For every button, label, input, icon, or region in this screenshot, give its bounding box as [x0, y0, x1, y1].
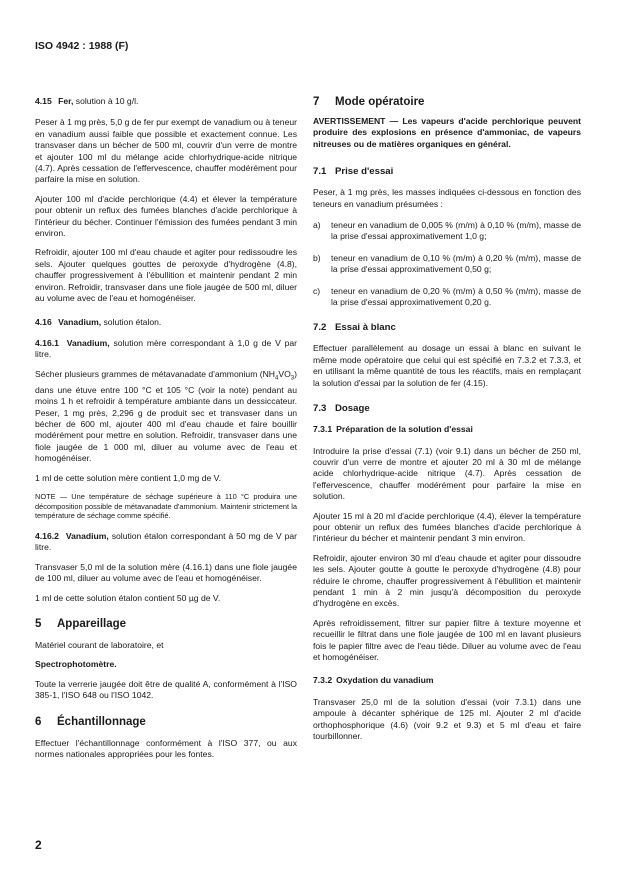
section-number: 7.3: [313, 403, 327, 415]
section-title: Échantillonnage: [57, 715, 146, 728]
section-4-16-1-heading: [35, 338, 297, 361]
section-number: 7.3.1: [313, 424, 333, 435]
paragraph: Toute la verrerie jaugée doit être de qualité A, conformément à l'ISO 385-1, l'ISO 648 ou l'ISO 1042.: [35, 678, 297, 701]
section-7-2-heading: [313, 322, 581, 333]
paragraph: Spectrophotomètre.: [35, 659, 117, 670]
list-item: [313, 220, 581, 243]
paragraph: Ajouter 15 ml à 20 ml d'acide perchlorique (4.4), élever la température pour obtenir un reflux des fumées blanches d'acide perchlorique à l'intérieur du bécher et maintenir pendant 3 min environ.: [313, 510, 581, 544]
subscript: 3: [290, 375, 295, 382]
paragraph: Peser à 1 mg près, 5,0 g de fer pur exempt de vanadium ou à teneur en vanadium aussi faible que possible et exactement connue. Les transvaser dans un bécher de 500 ml, couvrir d'un verre de montre et ajouter 100 ml du mélange acide chlorhydrique-acide nitrique (4.7). Après cessation de l'effervescence, chauffer modérément pour parfaire la mise en solution.: [35, 117, 297, 185]
paragraph: [35, 369, 297, 465]
section-number: 7.1: [313, 166, 327, 178]
note: NOTE — Une température de séchage supérieure à 110 °C produira une décomposition possible de métavanadate d'ammonium. Maintenir strictement la température de séchage comme spécifié.: [35, 492, 297, 521]
section-subtitle: solution étalon correspondant à 50 mg de V par litre.: [35, 530, 298, 553]
list-label: b): [313, 252, 321, 263]
section-subtitle: solution mère correspondant à 1,0 g de V par litre.: [35, 337, 297, 360]
section-title: Vanadium,: [58, 316, 102, 327]
warning: AVERTISSEMENT — Les vapeurs d'acide perchlorique peuvent produire des explosions en présence d'ammoniac, de vapeurs nitreuses ou de matières organiques en général.: [313, 116, 581, 149]
section-title: Dosage: [335, 403, 370, 415]
section-subtitle: solution à 10 g/l.: [73, 96, 139, 106]
section-7-heading: [313, 96, 581, 108]
paragraph: 1 ml de cette solution étalon contient 50 µg de V.: [35, 592, 221, 603]
section-title: Préparation de la solution d'essai: [336, 424, 473, 435]
section-number: 4.15: [35, 96, 52, 106]
standard-header: ISO 4942 : 1988 (F): [35, 40, 129, 52]
section-7-3-1-heading: [313, 424, 581, 435]
list-item: [313, 286, 581, 309]
section-number: 7: [313, 96, 320, 108]
list-text: teneur en vanadium de 0,005 % (m/m) à 0,10 % (m/m), masse de la prise d'essai approximativement 1,0 g;: [331, 220, 581, 242]
section-7-3-2-heading: [313, 675, 581, 686]
section-7-1-heading: [313, 166, 581, 177]
list-text: teneur en vanadium de 0,10 % (m/m) à 0,20 % (m/m), masse de la prise d'essai approximativement 0,50 g;: [331, 252, 581, 275]
section-title: Vanadium,: [65, 530, 109, 541]
text-run: ) dans une étuve entre 100 °C et 105 °C (voir la note) pendant au moins 1 h et refroidir à température ambiante dans un dessiccateur. Peser, 1 mg près, 2,296 g de produit sec et transvaser dans un bécher de 600 ml, ajouter 400 ml d'eau chaude et faire bouillir modérément pour mettre en solution. Refroidir, transvaser dans une fiole jaugée de 1 000 ml, diluer au volume avec de l'eau et homogénéiser.: [35, 368, 297, 464]
paragraph: Effectuer l'échantillonnage conformément à l'ISO 377, ou aux normes nationales appropriées pour les fontes.: [35, 737, 297, 759]
subscript: 4: [275, 375, 279, 382]
paragraph: Après refroidissement, filtrer sur papier filtre à texture moyenne et recueillir le filtrat dans une fiole jaugée de 100 ml en lavant plusieurs fois le papier filtre avec de l'eau tiède. Diluer au volume avec de l'eau et homogénéiser.: [313, 617, 581, 662]
section-number: 4.16: [35, 316, 52, 327]
list-text: teneur en vanadium de 0,20 % (m/m) à 0,50 % (m/m), masse de la prise d'essai approximativement 0,20 g.: [331, 285, 581, 308]
section-number: 4.16.2: [35, 530, 59, 541]
section-7-3-heading: [313, 403, 581, 414]
section-4-15-heading: [35, 96, 297, 107]
section-number: 7.2: [313, 322, 327, 334]
section-number: 7.3.2: [313, 675, 333, 686]
text-run: Sécher plusieurs grammes de métavanadate d'ammonium (NH: [35, 368, 276, 379]
section-title: Prise d'essai: [335, 166, 394, 178]
paragraph: Effectuer parallèlement au dosage un essai à blanc en suivant le même mode opératoire que celui qui est spécifié en 7.3.2 et 7.3.3, et en utilisant la même quantité de tous les réactifs, mais en remplaçant la solution d'essai par la solution de fer (4.15).: [313, 343, 581, 388]
right-column: [313, 96, 581, 742]
section-title: Mode opératoire: [335, 96, 425, 108]
section-title: Fer,: [58, 96, 74, 106]
paragraph: Peser, à 1 mg près, les masses indiquées ci-dessous en fonction des teneurs en vanadium présumées :: [313, 187, 581, 209]
section-6-heading: [35, 716, 297, 728]
text-run: VO: [278, 368, 291, 379]
paragraph: Refroidir, ajouter environ 30 ml d'eau chaude et agiter pour dissoudre les sels. Ajouter goutte à goutte le peroxyde d'hydrogène (4.8) pour réduire le chrome, chauffer progressivement à l'ébullition et maintenir pendant 1 min à 2 min jusqu'à décomposition du peroxyde d'hydrogène en excès.: [313, 552, 581, 609]
section-title: Essai à blanc: [335, 322, 396, 334]
section-4-16-2-heading: [35, 531, 297, 554]
page-number: 2: [35, 838, 42, 852]
paragraph: Transvaser 5,0 ml de la solution mère (4.16.1) dans une fiole jaugée de 100 ml, diluer au volume avec de l'eau et homogénéiser.: [35, 561, 297, 584]
section-number: 5: [35, 617, 42, 630]
list-label: c): [313, 285, 321, 296]
section-number: 6: [35, 715, 42, 728]
list-item: [313, 253, 581, 276]
paragraph: Refroidir, ajouter 100 ml d'eau chaude et agiter pour redissoudre les sels. Ajouter quelques gouttes de peroxyde d'hydrogène (4.8), chauffer progressivement à l'ébullition et maintenir pendant 2 min environ. Refroidir, transvaser dans une fiole jaugée de 500 ml, diluer au volume avec de l'eau et homogénéiser.: [35, 247, 297, 304]
paragraph: Ajouter 100 ml d'acide perchlorique (4.4) et élever la température pour obtenir un reflux des fumées blanches d'acide perchlorique à l'intérieur du bécher. Continuer l'émission des fumées pendant 3 min environ.: [35, 193, 297, 239]
section-5-heading: [35, 618, 297, 630]
paragraph: Transvaser 25,0 ml de la solution d'essai (voir 7.3.1) dans une ampoule à décanter sphérique de 125 ml. Ajouter 2 ml d'acide orthophosphorique (4.6) (voir 9.2 et 9.3) et 5 ml d'eau et faire tourbillonner.: [313, 696, 581, 742]
section-subtitle: solution étalon.: [101, 316, 162, 327]
section-title: Appareillage: [57, 617, 127, 630]
section-title: Oxydation du vanadium: [336, 675, 434, 686]
paragraph: Introduire la prise d'essai (7.1) (voir 9.1) dans un bécher de 250 ml, couvrir d'un verre de montre et ajouter 20 ml à 30 ml de mélange acide chlorhydrique-acide nitrique (4.7). Après cessation de l'effervescence, chauffer modérément pour parfaire la mise en solution.: [313, 445, 581, 502]
left-column: [35, 96, 297, 760]
list-label: a): [313, 220, 321, 231]
paragraph: Matériel courant de laboratoire, et: [35, 639, 164, 650]
paragraph: 1 ml de cette solution mère contient 1,0 mg de V.: [35, 472, 221, 483]
section-title: Vanadium,: [66, 337, 110, 348]
section-4-16-heading: [35, 317, 297, 328]
section-number: 4.16.1: [35, 337, 59, 348]
